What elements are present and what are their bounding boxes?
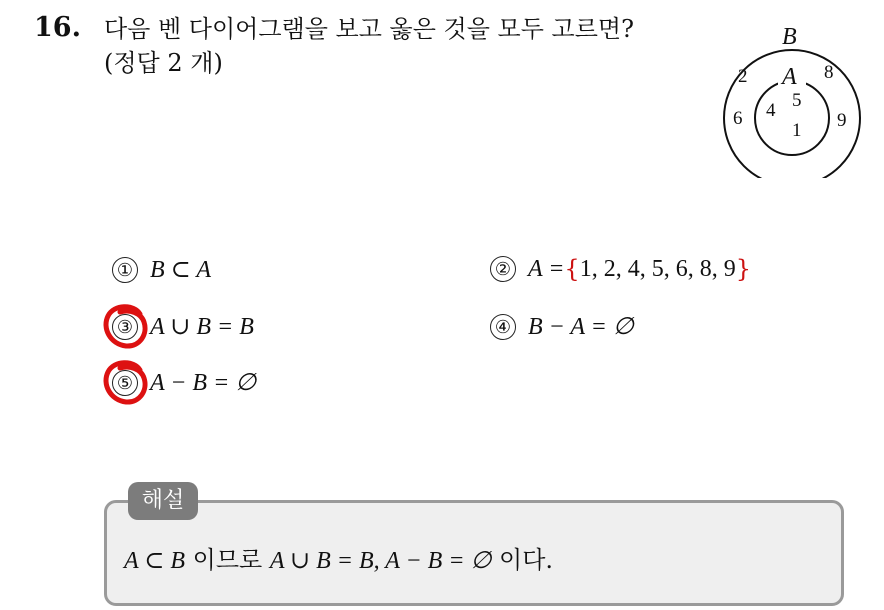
answer-mark-option-3 [100, 300, 152, 352]
option-2-number: ② [490, 256, 516, 282]
explanation-text [124, 540, 553, 575]
option-1-expression: B ⊂ A [150, 257, 211, 283]
element-6: 6 [733, 108, 743, 129]
element-5: 5 [792, 90, 802, 111]
element-9: 9 [837, 110, 847, 131]
option-1-number: ① [112, 257, 138, 283]
option-5-number: ⑤ [112, 370, 138, 396]
question-prompt: 다음 벤 다이어그램을 보고 옳은 것을 모두 고르면? [104, 15, 634, 43]
option-2-expression-prefix: A = [528, 255, 565, 282]
question-note: (정답 2 개) [104, 49, 223, 77]
option-2[interactable] [490, 255, 751, 283]
option-4-expression: B − A = ∅ [528, 314, 634, 340]
explanation-subset: A ⊂ B [124, 548, 185, 574]
element-8: 8 [824, 62, 834, 83]
element-2: 2 [738, 66, 748, 87]
inner-set-label: A [782, 64, 797, 90]
question-text [104, 12, 634, 80]
option-2-close-brace: } [735, 255, 751, 283]
option-4[interactable] [490, 312, 634, 341]
element-4: 4 [766, 100, 776, 121]
explanation-ending: 이다. [491, 546, 554, 574]
option-3-number: ③ [112, 314, 138, 340]
option-2-set-elements: 1, 2, 4, 5, 6, 8, 9 [579, 255, 736, 282]
option-4-number: ④ [490, 314, 516, 340]
element-1: 1 [792, 120, 802, 141]
explanation-connector: 이므로 [185, 546, 270, 574]
option-2-open-brace: { [564, 255, 580, 283]
option-1[interactable] [112, 255, 211, 284]
option-5-expression: A − B = ∅ [150, 370, 257, 396]
answer-mark-option-5 [100, 356, 152, 408]
option-3-expression: A ∪ B = B [150, 314, 254, 340]
explanation-tab: 해설 [128, 482, 198, 520]
outer-set-label: B [782, 24, 797, 50]
explanation-conclusion: A ∪ B = B, A − B = ∅ [269, 548, 492, 574]
venn-diagram [718, 18, 868, 178]
question-number: 16. [34, 12, 81, 43]
